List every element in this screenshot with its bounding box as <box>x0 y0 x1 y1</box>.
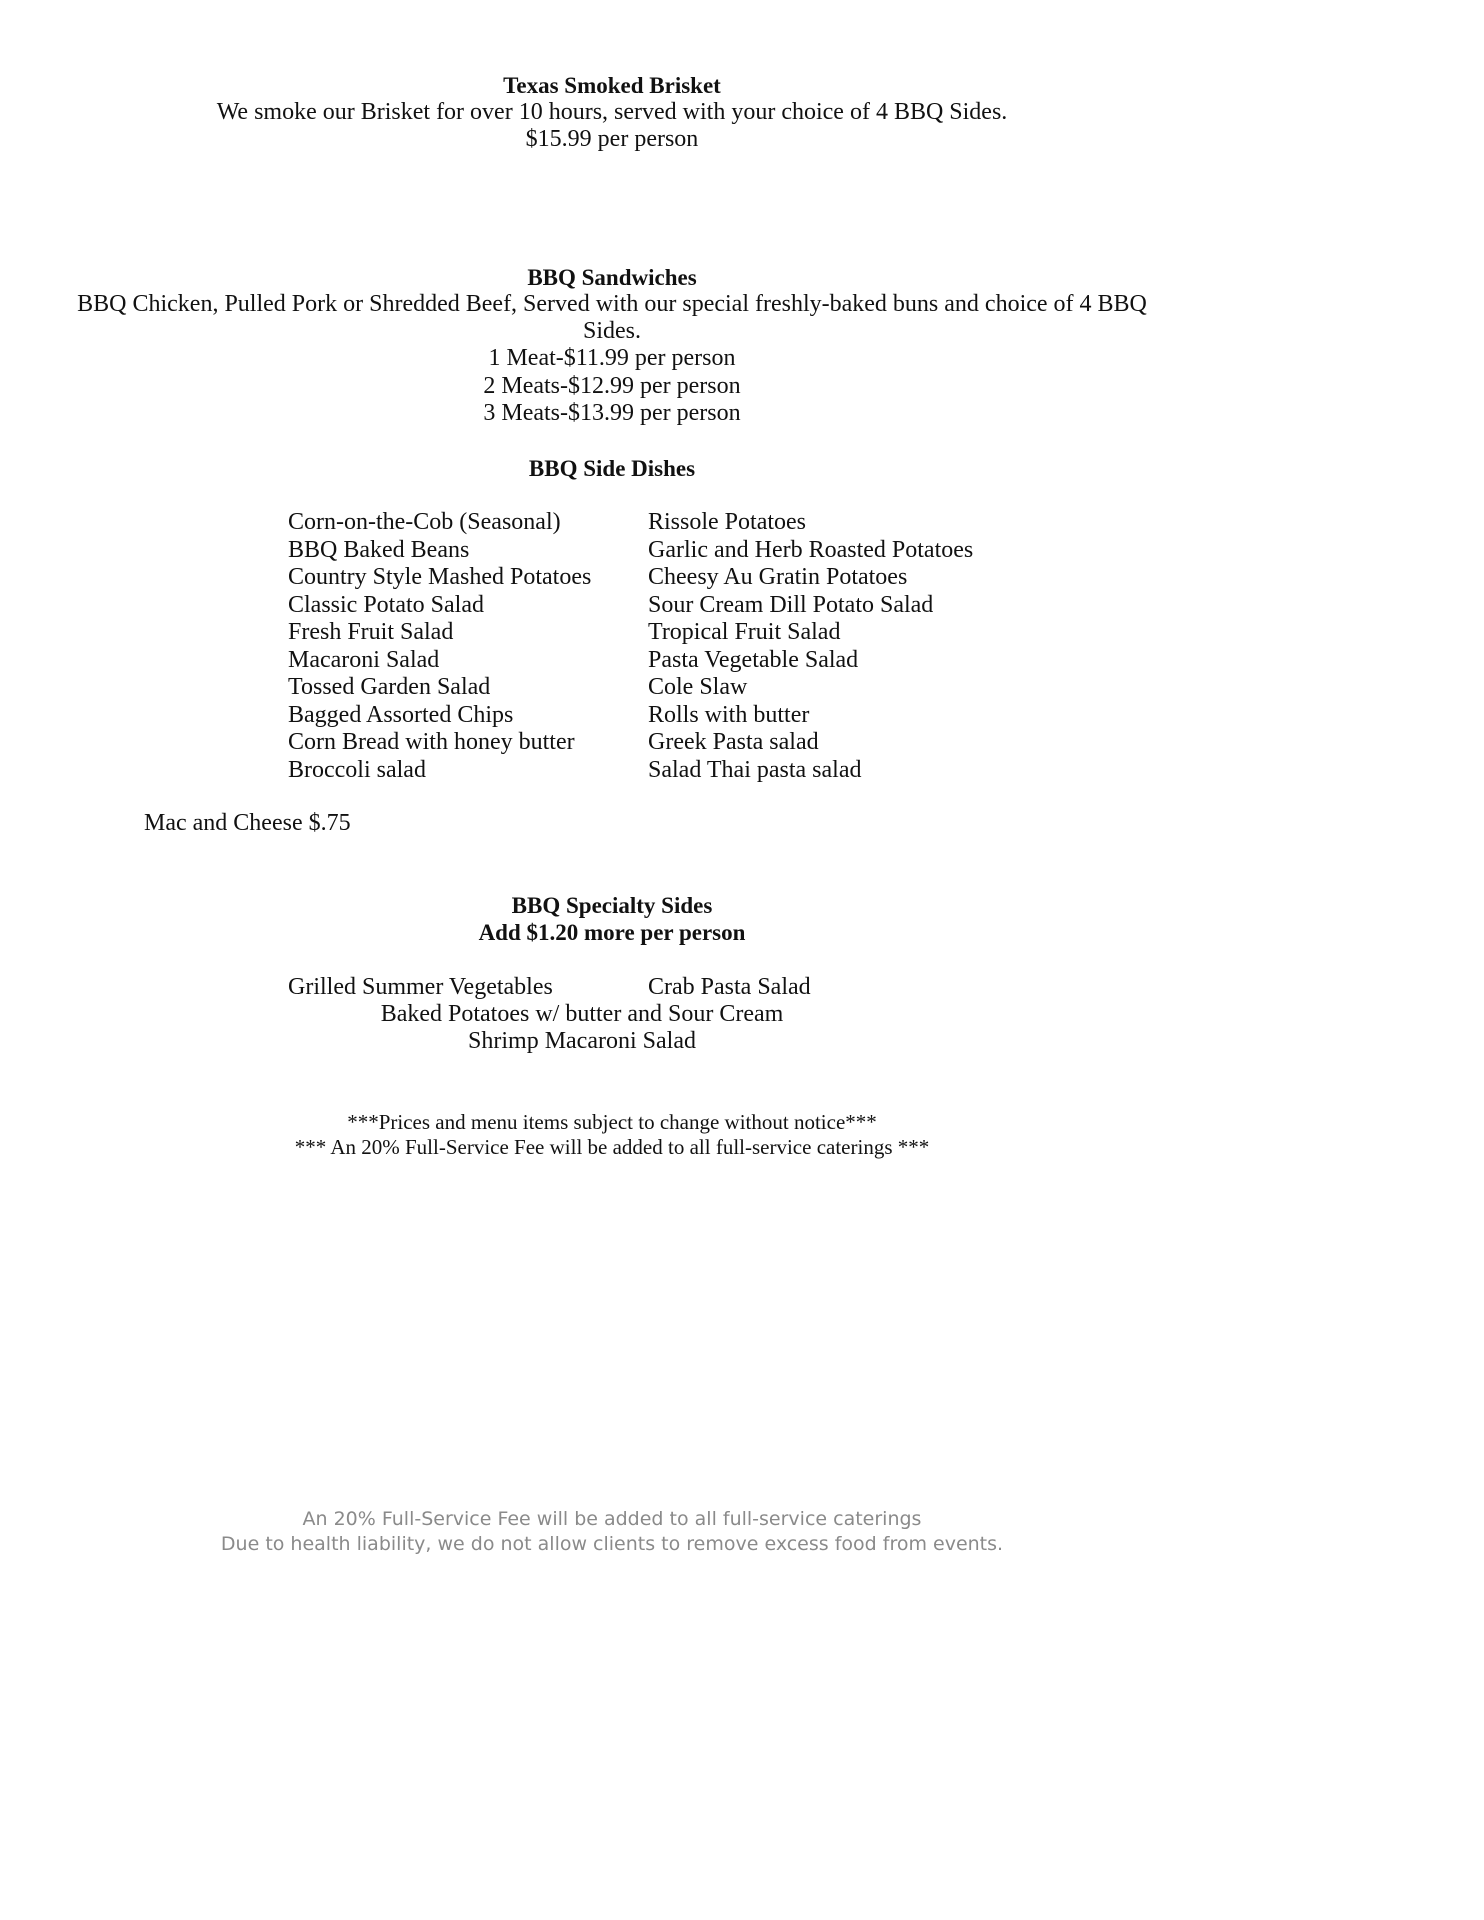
side-dish-item: Tossed Garden Salad <box>288 674 491 700</box>
mac-and-cheese-extra: Mac and Cheese $.75 <box>144 810 351 836</box>
side-dish-item: Cheesy Au Gratin Potatoes <box>648 564 908 590</box>
side-dish-item: Rissole Potatoes <box>648 509 807 535</box>
side-dish-item: Corn-on-the-Cob (Seasonal) <box>288 509 561 535</box>
sandwiches-title: BBQ Sandwiches <box>527 265 697 290</box>
side-dishes-right-column <box>648 509 973 784</box>
footer-full-service-fee: An 20% Full-Service Fee will be added to all full-service caterings <box>302 1508 922 1530</box>
specialty-sides-subtitle: Add $1.20 more per person <box>478 920 746 945</box>
side-dish-item: Country Style Mashed Potatoes <box>288 564 592 590</box>
side-dish-item: BBQ Baked Beans <box>288 536 470 563</box>
specialty-side-item: Crab Pasta Salad <box>648 974 811 1000</box>
specialty-sides-title: BBQ Specialty Sides <box>511 893 713 918</box>
side-dish-item: Tropical Fruit Salad <box>648 619 841 645</box>
side-dish-item: Bagged Assorted Chips <box>288 701 514 728</box>
specialty-side-item: Grilled Summer Vegetables <box>288 974 553 1000</box>
brisket-description: We smoke our Brisket for over 10 hours, served with your choice of 4 BBQ Sides. <box>216 99 1008 125</box>
sandwiches-description-line1: BBQ Chicken, Pulled Pork or Shredded Beef, Served with our special freshly-baked buns and choice of 4 BBQ <box>77 291 1147 317</box>
side-dish-item: Macaroni Salad <box>288 646 440 673</box>
notice-full-service-fee: *** An 20% Full-Service Fee will be added to all full-service caterings *** <box>294 1135 930 1159</box>
brisket-price: $15.99 per person <box>525 126 699 152</box>
side-dish-item: Garlic and Herb Roasted Potatoes <box>648 536 974 563</box>
notice-prices-subject-to-change: ***Prices and menu items subject to change without notice*** <box>347 1110 877 1134</box>
side-dish-item: Fresh Fruit Salad <box>288 619 454 645</box>
side-dish-item: Rolls with butter <box>648 701 810 728</box>
side-dish-item: Classic Potato Salad <box>288 591 484 618</box>
footer-health-liability: Due to health liability, we do not allow clients to remove excess food from events. <box>220 1533 1004 1555</box>
side-dish-item: Salad Thai pasta salad <box>648 756 862 783</box>
side-dishes-title: BBQ Side Dishes <box>528 456 696 481</box>
side-dish-item: Corn Bread with honey butter <box>288 729 575 755</box>
side-dishes-left-column <box>288 509 591 784</box>
sandwich-price-2-meats: 2 Meats-$12.99 per person <box>483 373 741 399</box>
brisket-title: Texas Smoked Brisket <box>503 73 721 98</box>
sandwiches-description-line2: Sides. <box>582 318 641 344</box>
sandwich-price-1-meat: 1 Meat-$11.99 per person <box>488 345 736 371</box>
specialty-side-item: Shrimp Macaroni Salad <box>468 1028 696 1054</box>
side-dish-item: Pasta Vegetable Salad <box>648 646 859 673</box>
side-dish-item: Broccoli salad <box>288 756 426 783</box>
sandwich-price-3-meats: 3 Meats-$13.99 per person <box>483 400 741 426</box>
side-dish-item: Greek Pasta salad <box>648 729 819 755</box>
side-dish-item: Cole Slaw <box>648 674 748 700</box>
side-dish-item: Sour Cream Dill Potato Salad <box>648 591 934 618</box>
specialty-side-item: Baked Potatoes w/ butter and Sour Cream <box>380 1001 784 1027</box>
